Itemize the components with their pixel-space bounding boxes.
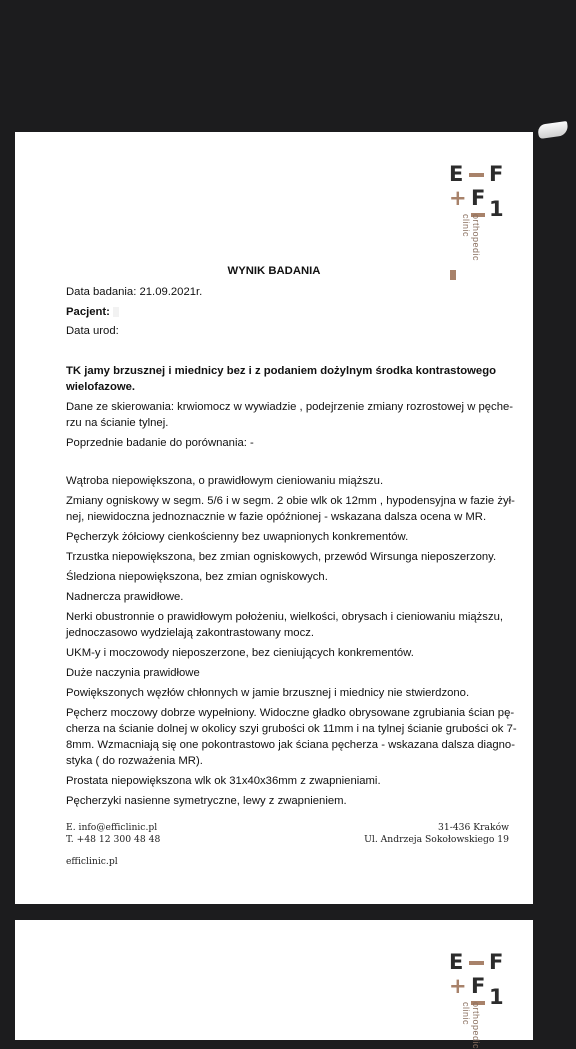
finding-line: Pęcherzyk żółciowy cienkościenny bez uwapnionych konkrementów. — [66, 531, 409, 543]
finding-line: Nerki obustronnie o prawidłowym położeniu, wielkości, obrysach i cieniowaniu miąższu, — [66, 611, 504, 623]
logo-subtitle: orthopedic clinic — [461, 1002, 481, 1049]
finding-line: Pęcherz moczowy dobrze wypełniony. Widoczne gładko obrysowane zgrubiania ścian pę- — [66, 707, 515, 719]
birth-date-label: Data urod: — [66, 325, 119, 337]
exam-heading-line-1: TK jamy brzusznej i miednicy bez i z podaniem dożylnym środka kontrastowego — [66, 365, 496, 377]
exam-heading-line-2: wielofazowe. — [66, 381, 136, 393]
footer-postal: 31-436 Kraków — [438, 822, 509, 833]
finding-line: Trzustka niepowiększona, bez zmian ogniskowych, przewód Wirsunga nieposzerzony. — [66, 551, 497, 563]
finding-line: Prostata niepowiększona wlk ok 31x40x36mm z zwapnieniami. — [66, 775, 381, 787]
patient-label: Pacjent: — [66, 304, 119, 321]
finding-line: Duże naczynia prawidłowe — [66, 667, 200, 679]
previous-exam: Poprzednie badanie do porównania: - — [66, 437, 254, 449]
finding-line: cherza na ścianie dolnej w okolicy szyi grubości ok 11mm i na tylnej ścianie grubości ok 7- — [66, 723, 517, 735]
finding-line: Powiększonych węzłów chłonnych w jamie brzusznej i miednicy nie stwierdzono. — [66, 687, 470, 699]
logo-subtitle: orthopedic clinic — [461, 214, 481, 262]
finding-line: Nadnercza prawidłowe. — [66, 591, 184, 603]
footer-phone: T. +48 12 300 48 48 — [66, 834, 161, 845]
finding-line: Wątroba niepowiększona, o prawidłowym cieniowaniu miąższu. — [66, 475, 384, 487]
finding-line: styka ( do rozważenia MR). — [66, 755, 203, 767]
footer-street: Ul. Andrzeja Sokołowskiego 19 — [364, 834, 509, 845]
finding-line: 8mm. Wzmacniają się one pokontrastowo jak ściana pęcherza - wskazana dalsza diagno- — [66, 739, 515, 751]
page-curl — [537, 121, 569, 139]
finding-line: nej, niewidoczna jednoznacznie w fazie opóźnionej - wskazana dalsza ocena w MR. — [66, 511, 487, 523]
footer-website: efficlinic.pl — [66, 856, 118, 867]
finding-line: Pęcherzyki nasienne symetryczne, lewy z zwapnieniem. — [66, 795, 347, 807]
finding-line: jednoczasowo wydzielają zakontrastowany mocz. — [66, 627, 315, 639]
finding-line: Śledziona niepowiększona, bez zmian ogniskowych. — [66, 571, 328, 583]
exam-date: Data badania: 21.09.2021r. — [66, 286, 203, 298]
footer-email: E. info@efficlinic.pl — [66, 822, 158, 833]
finding-line: UKM-y i moczowody nieposzerzone, bez cieniujących konkrementów. — [66, 647, 414, 659]
efficlinic-logo: E F + F 1 orthopedic clinic — [449, 164, 513, 254]
document-page-1 — [15, 132, 533, 904]
efficlinic-logo: E F + F 1 orthopedic clinic — [449, 950, 504, 1049]
finding-line: Zmiany ogniskowy w segm. 5/6 i w segm. 2 obie wlk ok 12mm , hypodensyjna w fazie żył- — [66, 495, 515, 507]
referral-line-1: Dane ze skierowania: krwiomocz w wywiadzie , podejrzenie zmiany rozrostowej w pęche- — [66, 401, 514, 413]
report-title: WYNIK BADANIA — [227, 265, 321, 277]
referral-line-2: rzu na ścianie tylnej. — [66, 417, 169, 429]
document-page-2 — [15, 920, 533, 1049]
